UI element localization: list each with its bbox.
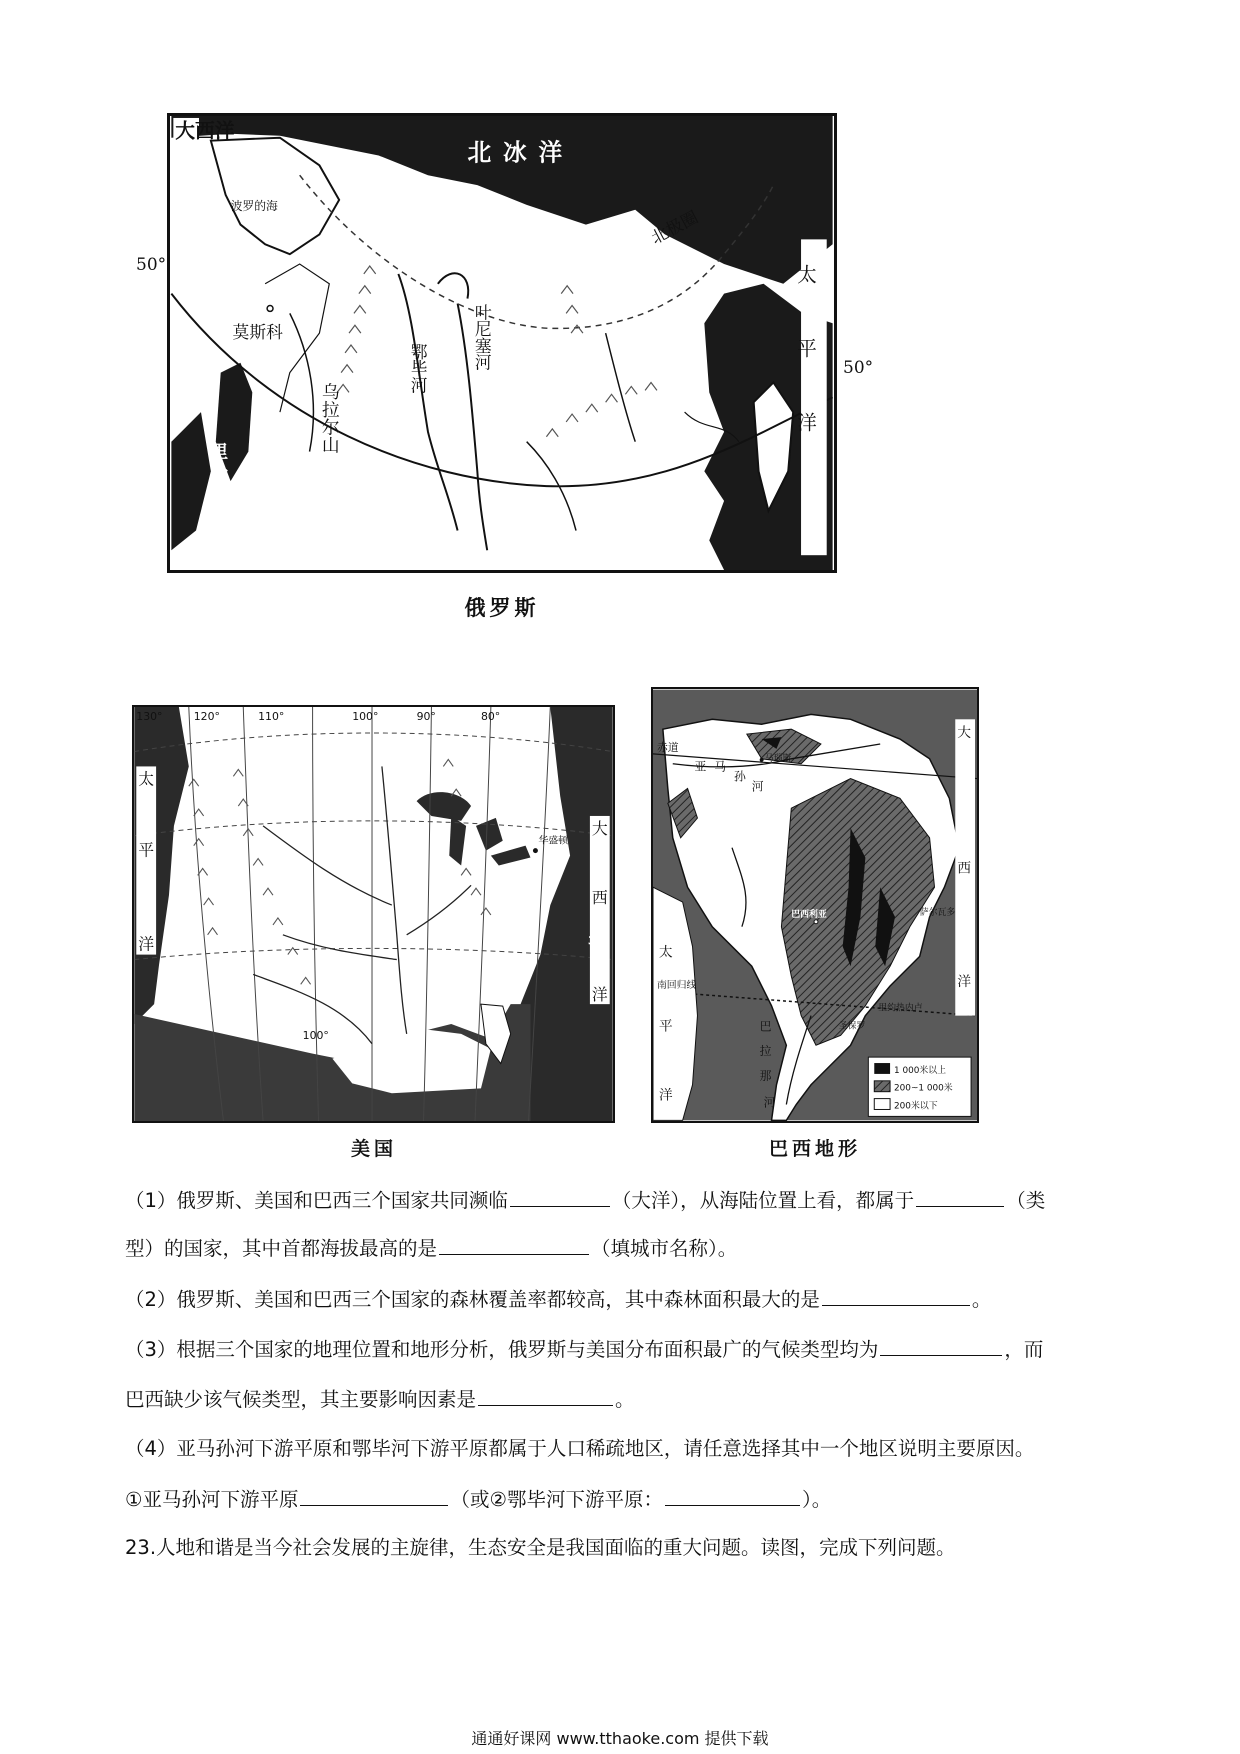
russia-label-moscow: 莫斯科 [232, 322, 283, 343]
q3-text-d: 。 [615, 1388, 635, 1411]
brazil-amazon-2: 马 [714, 759, 727, 774]
russia-label-arctic-circle: 北极圈 [647, 206, 702, 248]
usa-lon-100: 100° [352, 709, 379, 723]
usa-label-washington: 华盛顿 [538, 835, 569, 847]
russia-map [167, 113, 837, 573]
russia-label-atlantic: 大西洋 [175, 119, 235, 143]
usa-lon-120: 120° [193, 709, 220, 723]
usa-atlantic-3: 洋 [591, 985, 608, 1005]
q4-text-c: ）。 [801, 1488, 832, 1511]
brasilia-marker [814, 920, 818, 924]
usa-atlantic-2: 西 [591, 888, 608, 908]
washington-marker [533, 848, 538, 853]
russia-label-yenisei: 叶尼塞河 [472, 303, 493, 371]
q2-text-a: （2）俄罗斯、美国和巴西三个国家的森林覆盖率都较高，其中森林面积最大的是 [125, 1288, 820, 1311]
brazil-label-sao-paulo: 圣保罗 [838, 1021, 866, 1032]
q4-blank-ob[interactable] [665, 1486, 800, 1506]
q1-text-e: （填城市名称）。 [591, 1237, 738, 1260]
brazil-atlantic-1: 大 [957, 725, 972, 742]
russia-label-pacific: 太平洋 [793, 264, 817, 487]
q2-blank-country[interactable] [822, 1286, 970, 1306]
usa-lon-80: 80° [480, 709, 501, 723]
q4-text-a: ①亚马孙河下游平原 [125, 1488, 299, 1511]
question-2 [125, 1286, 1135, 1313]
q1-text-a: （1）俄罗斯、美国和巴西三个国家共同濒临 [125, 1189, 508, 1212]
q4-blank-amazon[interactable] [300, 1486, 448, 1506]
russia-label-arctic-ocean: 北冰洋 [467, 138, 575, 167]
usa-lon-100-bottom: 100° [302, 1028, 329, 1042]
q3-text-c: 巴西缺少该气候类型，其主要影响因素是 [125, 1388, 477, 1411]
q1-text-d: 型）的国家，其中首都海拔最高的是 [125, 1237, 438, 1260]
usa-pacific-2: 平 [138, 840, 155, 860]
legend-swatch-high [874, 1063, 890, 1074]
russia-label-ural: 乌拉尔山 [319, 382, 340, 454]
legend-label-high: 1 000米以上 [894, 1065, 947, 1076]
brazil-map-graphic [653, 689, 977, 1121]
brazil-pacific-2: 平 [658, 1018, 673, 1035]
page-footer: 通通好课网 www.tthaoke.com 提供下载 [471, 1729, 769, 1748]
legend-swatch-mid [874, 1081, 890, 1092]
brazil-label-rio: 里约热内卢 [878, 1003, 923, 1014]
question-4-line-2 [125, 1486, 1135, 1513]
brazil-label-manaus: 马瑙斯 [764, 753, 792, 764]
usa-lat-30: 30° [587, 933, 611, 948]
usa-lon-110: 110° [258, 709, 285, 723]
brazil-legend [868, 1057, 971, 1116]
usa-lon-130: 130° [136, 709, 163, 723]
russia-label-caspian: 里海 [207, 441, 228, 494]
legend-swatch-low [874, 1099, 890, 1110]
q1-text-b: （大洋），从海陆位置上看，都属于 [611, 1189, 915, 1212]
moscow-marker [267, 305, 273, 311]
brazil-label-tropic: 南回归线 [656, 979, 697, 991]
brazil-parana-3: 那 [759, 1068, 772, 1083]
usa-map-graphic [134, 707, 613, 1121]
question-3-line-1 [125, 1336, 1135, 1363]
manaus-marker [760, 758, 764, 762]
q1-blank-type[interactable] [916, 1187, 1004, 1207]
legend-label-low: 200米以下 [894, 1101, 938, 1112]
q3-blank-factor[interactable] [478, 1386, 613, 1406]
brazil-pacific-3: 洋 [658, 1087, 673, 1104]
brazil-label-salvador: 萨尔瓦多 [919, 907, 956, 918]
q4-text-b: （或②鄂毕河下游平原： [450, 1488, 663, 1511]
question-3-line-2 [125, 1386, 1135, 1413]
legend-label-mid: 200~1 000米 [894, 1083, 953, 1094]
russia-label-baltic: 波罗的海 [230, 198, 278, 213]
usa-pacific-3: 洋 [138, 934, 155, 954]
brazil-label-equator: 赤道 [656, 740, 679, 754]
usa-lon-90: 90° [416, 709, 436, 723]
q3-text-a: （3）根据三个国家的地理位置和地形分析，俄罗斯与美国分布面积最广的气候类型均为 [125, 1338, 879, 1361]
usa-pacific-1: 太 [138, 769, 155, 789]
q1-blank-capital[interactable] [439, 1235, 589, 1255]
brazil-parana-1: 巴 [759, 1019, 772, 1034]
russia-lat-right: 50° [843, 358, 874, 378]
q3-blank-climate[interactable] [880, 1336, 1002, 1356]
q2-text-b: 。 [971, 1288, 992, 1311]
russia-label-ob: 鄂毕河 [408, 343, 429, 394]
question-1-line-2 [125, 1235, 1135, 1262]
brazil-amazon-1: 亚 [694, 759, 707, 774]
q3-text-b: ，而 [1004, 1338, 1044, 1361]
brazil-label-brasilia: 巴西利亚 [791, 909, 827, 920]
russia-caption: 俄罗斯 [464, 596, 540, 620]
russia-map-graphic [170, 116, 834, 570]
brazil-parana-2: 拉 [759, 1044, 772, 1059]
brazil-atlantic-3: 洋 [957, 974, 972, 990]
brazil-amazon-4: 河 [751, 779, 764, 794]
russia-lat-left: 50° [136, 255, 167, 275]
brazil-amazon-3: 孙 [734, 769, 746, 784]
usa-caption: 美国 [350, 1138, 397, 1160]
brazil-map [651, 687, 979, 1123]
brazil-atlantic-2: 西 [957, 860, 972, 877]
q1-blank-ocean[interactable] [510, 1187, 610, 1207]
usa-map [132, 705, 615, 1123]
usa-atlantic-1: 大 [591, 818, 608, 838]
question-23: 23.人地和谐是当今社会发展的主旋律，生态安全是我国面临的重大问题。读图，完成下列问题。 [125, 1536, 956, 1559]
brazil-pacific-1: 太 [658, 944, 673, 961]
brazil-parana-4: 河 [763, 1095, 776, 1110]
question-4-line-1: （4）亚马孙河下游平原和鄂毕河下游平原都属于人口稀疏地区，请任意选择其中一个地区说明主要原因。 [125, 1437, 1035, 1460]
question-1-line-1 [125, 1187, 1135, 1214]
q1-text-c: （类 [1006, 1189, 1046, 1212]
brazil-caption: 巴西地形 [768, 1138, 861, 1160]
